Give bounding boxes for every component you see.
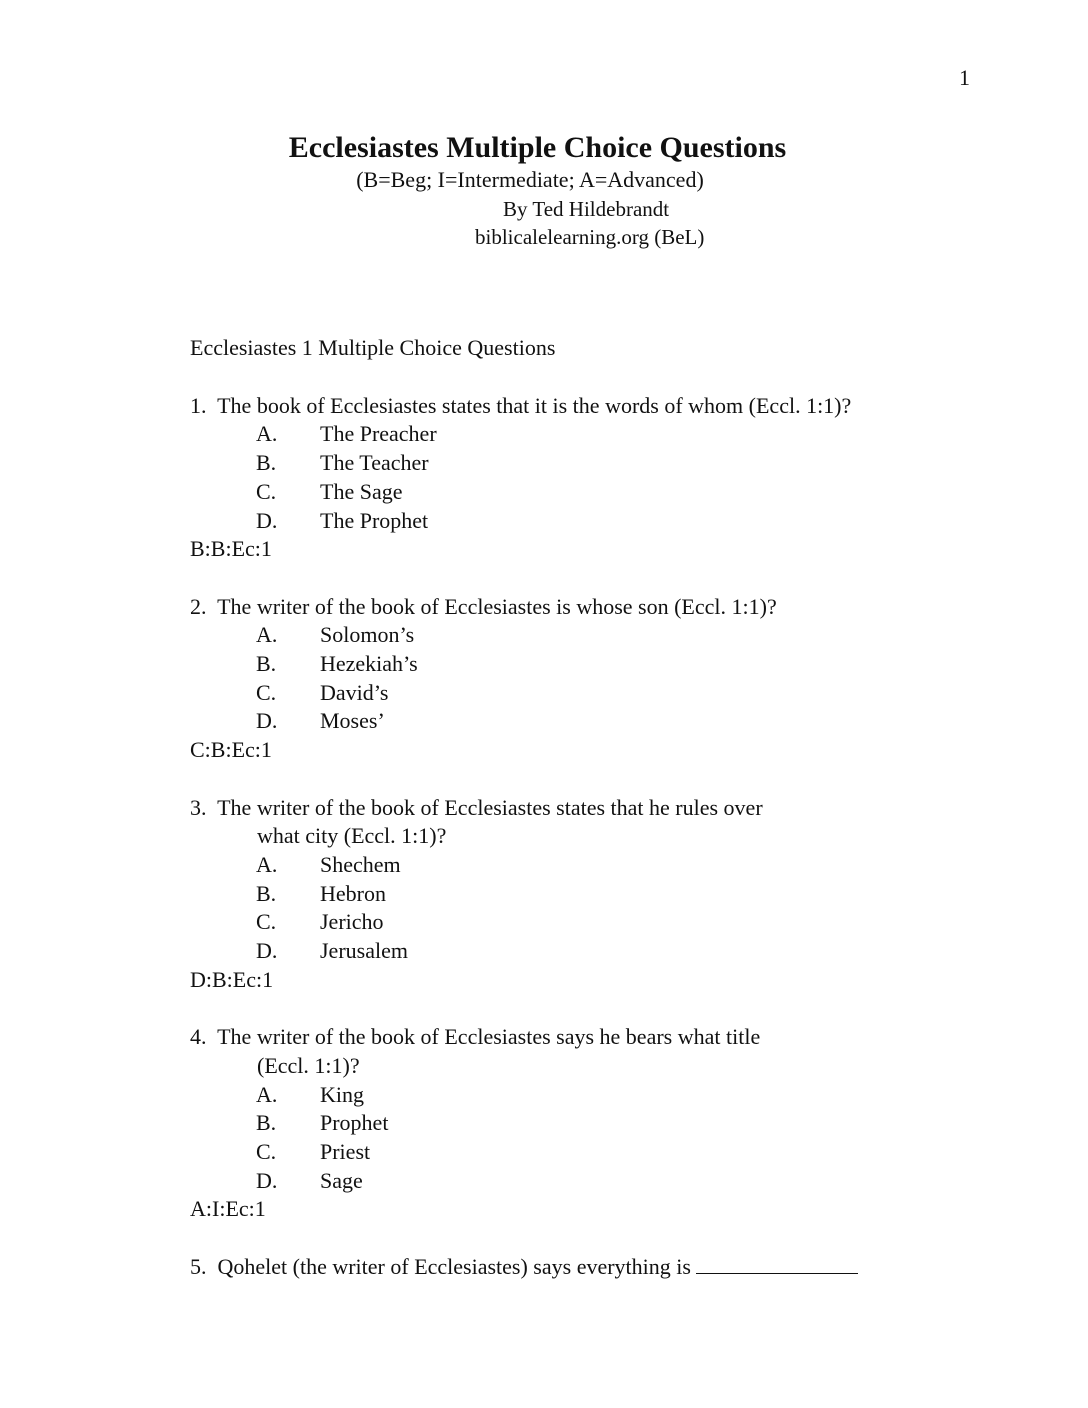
- option-text: David’s: [320, 679, 389, 705]
- option-letter: A.: [256, 421, 278, 447]
- author-line: By Ted Hildebrandt: [503, 197, 670, 221]
- question-text: The writer of the book of Ecclesiastes is whose son (Eccl. 1:1)?: [217, 593, 777, 619]
- option-letter: D.: [256, 708, 278, 734]
- answer-code: D:B:Ec:1: [190, 966, 274, 992]
- answer-option: [190, 679, 990, 708]
- question-text-continuation: what city (Eccl. 1:1)?: [257, 823, 447, 849]
- section-heading: Ecclesiastes 1 Multiple Choice Questions: [190, 335, 556, 360]
- question-2: [190, 593, 990, 765]
- question-5: [190, 1253, 990, 1282]
- source-site: biblicalelearning.org (BeL): [475, 225, 705, 249]
- option-text: Priest: [320, 1138, 371, 1164]
- question-text-line: [190, 1023, 990, 1052]
- option-text: Jericho: [320, 909, 384, 935]
- answer-option: [190, 851, 990, 880]
- option-text: The Preacher: [320, 421, 437, 447]
- question-number: 3.: [190, 794, 207, 820]
- question-4: [190, 1023, 990, 1224]
- option-text: The Teacher: [320, 450, 429, 476]
- questions-content: [190, 334, 990, 1310]
- question-text-continuation: (Eccl. 1:1)?: [257, 1052, 360, 1078]
- question-text: The book of Ecclesiastes states that it is the words of whom (Eccl. 1:1)?: [217, 392, 852, 418]
- option-letter: C.: [256, 909, 277, 935]
- option-text: Hezekiah’s: [320, 651, 418, 677]
- question-number: 2.: [190, 593, 207, 619]
- option-letter: D.: [256, 507, 278, 533]
- answer-option: [190, 1109, 990, 1138]
- option-letter: B.: [256, 651, 277, 677]
- page-number: 1: [959, 65, 970, 90]
- option-letter: A.: [256, 1081, 278, 1107]
- option-text: King: [320, 1081, 364, 1107]
- option-letter: D.: [256, 938, 278, 964]
- option-letter: B.: [256, 1110, 277, 1136]
- answer-option: [190, 908, 990, 937]
- option-letter: B.: [256, 880, 277, 906]
- option-letter: A.: [256, 851, 278, 877]
- question-3: [190, 794, 990, 995]
- option-letter: C.: [256, 478, 277, 504]
- answer-option: [190, 1138, 990, 1167]
- answer-option: [190, 880, 990, 909]
- question-text: The writer of the book of Ecclesiastes states that he rules over: [217, 794, 763, 820]
- option-text: The Prophet: [320, 507, 429, 533]
- question-text-line: [190, 794, 990, 823]
- answer-option: [190, 449, 990, 478]
- answer-code: B:B:Ec:1: [190, 536, 272, 562]
- option-text: Shechem: [320, 851, 401, 877]
- answer-option: [190, 650, 990, 679]
- question-text-line: [190, 593, 990, 622]
- option-letter: C.: [256, 679, 277, 705]
- question-number: 1.: [190, 392, 207, 418]
- option-text: Solomon’s: [320, 622, 415, 648]
- question-text-line: [190, 1253, 990, 1282]
- option-letter: C.: [256, 1138, 277, 1164]
- option-letter: B.: [256, 450, 277, 476]
- option-text: Sage: [320, 1167, 363, 1193]
- answer-option: [190, 1167, 990, 1196]
- answer-option: [190, 621, 990, 650]
- answer-option: [190, 1081, 990, 1110]
- answer-option: [190, 420, 990, 449]
- answer-option: [190, 937, 990, 966]
- answer-option: [190, 507, 990, 536]
- question-number: 5.: [190, 1253, 207, 1279]
- answer-option: [190, 478, 990, 507]
- option-text: Prophet: [320, 1110, 389, 1136]
- question-text: Qohelet (the writer of Ecclesiastes) says everything is: [217, 1253, 691, 1279]
- fill-in-blank[interactable]: [696, 1253, 858, 1274]
- option-text: Jerusalem: [320, 938, 408, 964]
- question-1: [190, 392, 990, 564]
- difficulty-legend: (B=Beg; I=Intermediate; A=Advanced): [356, 167, 704, 192]
- question-text: The writer of the book of Ecclesiastes says he bears what title: [217, 1024, 761, 1050]
- question-text-line: [190, 392, 990, 421]
- option-text: Hebron: [320, 880, 386, 906]
- option-text: The Sage: [320, 478, 403, 504]
- answer-code: A:I:Ec:1: [190, 1196, 266, 1222]
- answer-code: C:B:Ec:1: [190, 737, 272, 763]
- option-letter: A.: [256, 622, 278, 648]
- answer-option: [190, 707, 990, 736]
- option-letter: D.: [256, 1167, 278, 1193]
- option-text: Moses’: [320, 708, 385, 734]
- question-number: 4.: [190, 1024, 207, 1050]
- document-title: Ecclesiastes Multiple Choice Questions: [288, 131, 787, 164]
